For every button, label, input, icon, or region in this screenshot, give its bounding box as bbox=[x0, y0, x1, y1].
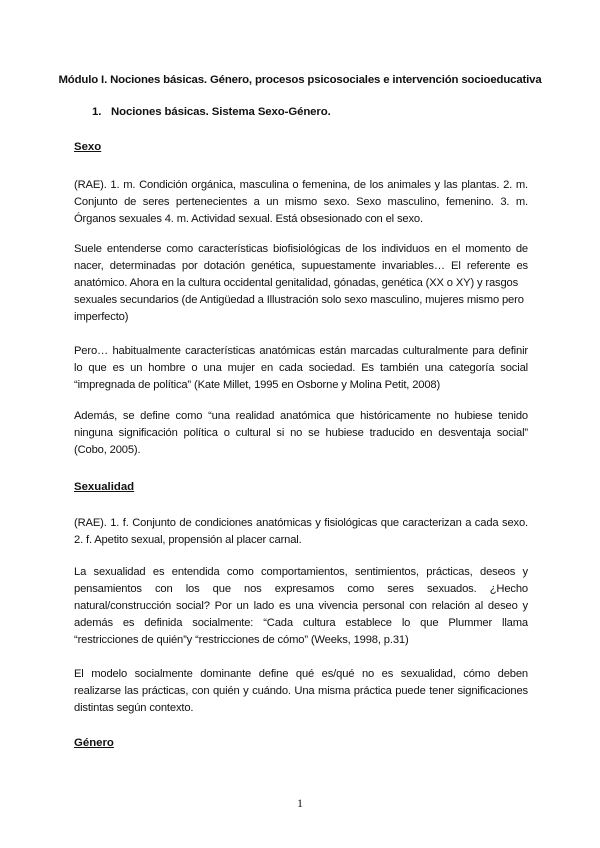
paragraph-sexualidad-modelo bbox=[74, 666, 528, 717]
subheading-sexo: Sexo bbox=[74, 141, 102, 153]
text-line: Además, se define como “una realidad anatómica que históricamente no hubiese tenido bbox=[74, 410, 528, 422]
paragraph-sexo-cobo bbox=[74, 408, 528, 459]
text-line: distintas según contexto. bbox=[74, 702, 194, 714]
text-line: (RAE). 1. f. Conjunto de condiciones anatómicas y fisiológicas que caracterizan a cada sexo. bbox=[74, 517, 528, 529]
text-line: (Cobo, 2005). bbox=[74, 444, 141, 456]
text-line: lo que es un hombre o una mujer en cada sociedad. Es también una categoría social bbox=[74, 362, 528, 374]
text-line: El modelo socialmente dominante define qué es/qué no es sexualidad, cómo deben bbox=[74, 668, 528, 680]
text-line: pensamientos con los que nos expresamos como seres sexuados. ¿Hecho bbox=[74, 583, 528, 595]
text-line: Órganos sexuales 4. m. Actividad sexual. Está obsesionado con el sexo. bbox=[74, 213, 423, 225]
text-line: “impregnada de política” (Kate Millet, 1995 en Osborne y Molina Petit, 2008) bbox=[74, 379, 441, 391]
text-line: ninguna significación política o cultural si no se hubiese traducido en desventaja social” bbox=[74, 427, 528, 439]
paragraph-sexo-definicion bbox=[74, 241, 528, 326]
text-line: “restricciones de quién”y “restricciones de cómo” (Weeks, 1998, p.31) bbox=[74, 634, 409, 646]
heading-number: 1. bbox=[92, 106, 102, 118]
text-line: Suele entenderse como características biofisiológicas de los individuos en el momento de bbox=[74, 243, 528, 255]
subheading-genero: Género bbox=[74, 737, 114, 749]
text-line: realizarse las prácticas, con quién y cuándo. Una misma práctica puede tener significaciones bbox=[74, 685, 528, 697]
text-line: Pero… habitualmente características anatómicas están marcadas culturalmente para definir bbox=[74, 345, 528, 357]
text-line: (RAE). 1. m. Condición orgánica, masculina o femenina, de los animales y las plantas. 2. m. bbox=[74, 179, 528, 191]
text-line: sexuales secundarios (de Antigüedad a Illustración solo sexo masculino, mujeres mismo pero bbox=[74, 294, 524, 306]
text-line: 2. f. Apetito sexual, propensión al placer carnal. bbox=[74, 534, 302, 546]
subheading-sexualidad: Sexualidad bbox=[74, 481, 135, 493]
text-line: además es definida socialmente: “Cada cultura establece lo que Plummer llama bbox=[74, 617, 528, 629]
heading-text: Nociones básicas. Sistema Sexo-Género. bbox=[111, 106, 331, 118]
section-heading-1 bbox=[92, 106, 331, 118]
text-line: natural/construcción social? Por un lado es una vivencia personal con relación al deseo y bbox=[74, 600, 528, 612]
paragraph-sexo-cultura bbox=[74, 343, 528, 394]
text-line: anatómico. Ahora en la cultura occidental genitalidad, gónadas, genética (XX o XY) y rasgos bbox=[74, 277, 519, 289]
text-line: Conjunto de seres pertenecientes a un mismo sexo. Sexo masculino, femenino. 3. m. bbox=[74, 196, 528, 208]
paragraph-sexo-rae bbox=[74, 177, 528, 228]
paragraph-sexualidad-definicion bbox=[74, 564, 528, 649]
paragraph-sexualidad-rae bbox=[74, 515, 528, 549]
text-line: nacer, determinadas por dotación genética, supuestamente invariables… El referente es bbox=[74, 260, 528, 272]
page-number: 1 bbox=[297, 796, 303, 810]
text-line: La sexualidad es entendida como comportamientos, sentimientos, prácticas, deseos y bbox=[74, 566, 528, 578]
document-title: Módulo I. Nociones básicas. Género, procesos psicosociales e intervención socioeducativa bbox=[58, 74, 542, 86]
text-line: imperfecto) bbox=[74, 311, 129, 323]
